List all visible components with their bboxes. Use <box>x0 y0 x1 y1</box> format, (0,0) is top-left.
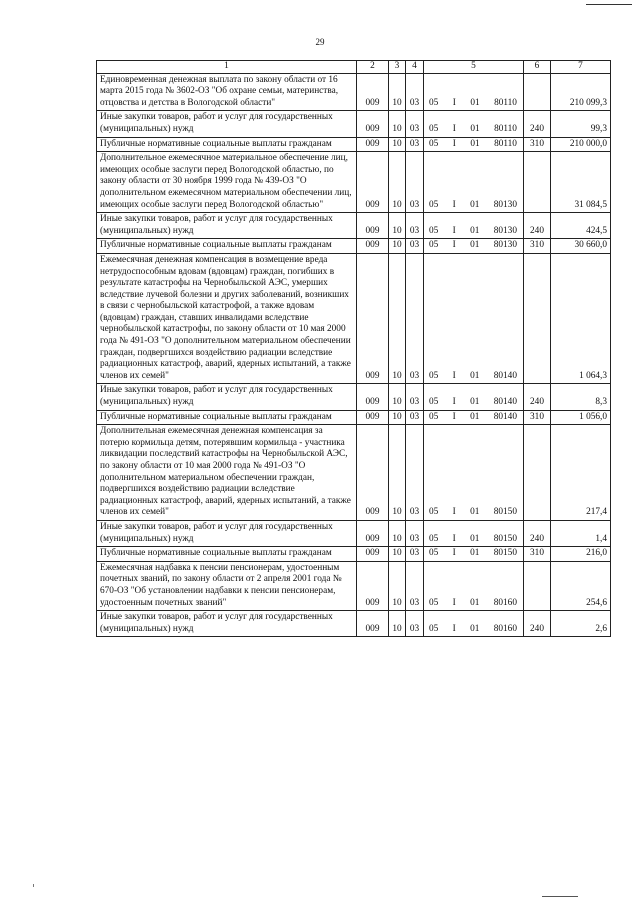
target-code-subprogram: I <box>452 370 456 381</box>
row-name: Иные закупки товаров, работ и услуг для государственных (муниципальных) нужд <box>97 384 357 410</box>
row-name: Ежемесячная денежная компенсация в возмещение вреда нетрудоспособным вдовам (вдовцам) граждан, погибших в результате катастрофы на Чернобыльской АЭС, умерших вследствие лучевой болезни и других заболеваний, возникших в связи с чернобыльской катастрофой, а также вдовам (вдовцам) граждан, ставших инвалидами вследствие чернобыльской катастрофы, по закону области от 10 мая 2000 года № 491-ОЗ "О дополнительном материальном обеспечении граждан, подвергшихся воздействию радиации вследствие радиационных катастроф, аварий, ядерных испытаний, а также членов их семей" <box>97 253 357 384</box>
row-section: 10 <box>389 239 406 254</box>
target-code-direction: 80110 <box>494 138 517 149</box>
target-code-event: 01 <box>470 623 480 634</box>
row-expense-type: 310 <box>524 410 551 425</box>
row-subsection: 03 <box>406 425 424 521</box>
row-grbs: 009 <box>357 410 389 425</box>
target-code-subprogram: I <box>452 507 456 518</box>
row-expense-type <box>524 425 551 521</box>
row-section: 10 <box>389 561 406 610</box>
table-row <box>97 611 611 637</box>
row-section: 10 <box>389 152 406 213</box>
target-code-subprogram: I <box>452 397 456 408</box>
row-subsection: 03 <box>406 520 424 546</box>
table-row <box>97 239 611 254</box>
row-section: 10 <box>389 384 406 410</box>
target-code-event: 01 <box>470 240 480 251</box>
target-code-event: 01 <box>470 370 480 381</box>
row-amount: 210 099,3 <box>551 73 611 111</box>
target-code-direction: 80130 <box>493 225 517 236</box>
row-target-code <box>424 152 524 213</box>
row-grbs: 009 <box>357 520 389 546</box>
target-code-event: 01 <box>470 138 480 149</box>
row-expense-type: 240 <box>524 520 551 546</box>
row-amount: 216,0 <box>551 547 611 562</box>
row-amount: 254,6 <box>551 561 611 610</box>
target-code-event: 01 <box>470 397 480 408</box>
target-code-program: 05 <box>429 533 439 544</box>
row-expense-type <box>524 561 551 610</box>
row-subsection: 03 <box>406 561 424 610</box>
row-grbs: 009 <box>357 73 389 111</box>
row-grbs: 009 <box>357 152 389 213</box>
row-target-code <box>424 425 524 521</box>
row-name: Публичные нормативные социальные выплаты гражданам <box>97 410 357 425</box>
row-subsection: 03 <box>406 253 424 384</box>
table-row <box>97 547 611 562</box>
row-subsection: 03 <box>406 384 424 410</box>
row-amount: 217,4 <box>551 425 611 521</box>
row-target-code <box>424 520 524 546</box>
target-code-program: 05 <box>429 623 439 634</box>
target-code-subprogram: I <box>452 597 456 608</box>
row-name: Публичные нормативные социальные выплаты гражданам <box>97 239 357 254</box>
row-target-code <box>424 253 524 384</box>
header-col-7: 7 <box>551 61 611 74</box>
table-body <box>97 73 611 637</box>
row-amount: 31 084,5 <box>551 152 611 213</box>
target-code-program: 05 <box>429 597 439 608</box>
row-target-code <box>424 111 524 137</box>
target-code-direction: 80110 <box>494 123 517 134</box>
row-amount: 210 000,0 <box>551 137 611 152</box>
row-expense-type <box>524 253 551 384</box>
row-expense-type: 240 <box>524 111 551 137</box>
row-name: Иные закупки товаров, работ и услуг для государственных (муниципальных) нужд <box>97 213 357 239</box>
row-target-code <box>424 611 524 637</box>
row-expense-type: 240 <box>524 611 551 637</box>
target-code-program: 05 <box>429 548 439 559</box>
target-code-program: 05 <box>429 240 439 251</box>
target-code-event: 01 <box>470 411 480 422</box>
target-code-direction: 80150 <box>493 533 517 544</box>
row-amount: 2,6 <box>551 611 611 637</box>
row-section: 10 <box>389 111 406 137</box>
row-target-code <box>424 73 524 111</box>
target-code-subprogram: I <box>452 123 456 134</box>
table-row <box>97 384 611 410</box>
table-row <box>97 520 611 546</box>
row-target-code <box>424 137 524 152</box>
header-col-1: 1 <box>97 61 357 74</box>
row-section: 10 <box>389 137 406 152</box>
row-subsection: 03 <box>406 213 424 239</box>
target-code-direction: 80160 <box>493 623 517 634</box>
table-row <box>97 213 611 239</box>
row-subsection: 03 <box>406 239 424 254</box>
row-section: 10 <box>389 213 406 239</box>
table-row <box>97 73 611 111</box>
header-col-5: 5 <box>424 61 524 74</box>
target-code-direction: 80140 <box>493 411 517 422</box>
header-row <box>97 61 611 74</box>
target-code-event: 01 <box>470 97 480 108</box>
row-name: Единовременная денежная выплата по закону области от 16 марта 2015 года № 3602-ОЗ "Об охране семьи, материнства, отцовства и детства в Вологодской области" <box>97 73 357 111</box>
row-grbs: 009 <box>357 384 389 410</box>
row-amount: 1 064,3 <box>551 253 611 384</box>
row-amount: 424,5 <box>551 213 611 239</box>
row-subsection: 03 <box>406 410 424 425</box>
header-col-2: 2 <box>357 61 389 74</box>
row-grbs: 009 <box>357 253 389 384</box>
row-subsection: 03 <box>406 152 424 213</box>
target-code-subprogram: I <box>452 199 456 210</box>
row-target-code <box>424 410 524 425</box>
target-code-direction: 80160 <box>493 597 517 608</box>
row-expense-type: 310 <box>524 137 551 152</box>
row-grbs: 009 <box>357 547 389 562</box>
target-code-event: 01 <box>470 597 480 608</box>
row-expense-type <box>524 152 551 213</box>
row-amount: 8,3 <box>551 384 611 410</box>
target-code-direction: 80130 <box>493 240 517 251</box>
row-section: 10 <box>389 410 406 425</box>
target-code-program: 05 <box>429 370 439 381</box>
row-grbs: 009 <box>357 611 389 637</box>
row-expense-type: 240 <box>524 213 551 239</box>
target-code-subprogram: I <box>452 225 456 236</box>
table-row <box>97 410 611 425</box>
row-amount: 99,3 <box>551 111 611 137</box>
target-code-subprogram: I <box>452 240 456 251</box>
target-code-subprogram: I <box>452 411 456 422</box>
table-row <box>97 253 611 384</box>
row-grbs: 009 <box>357 561 389 610</box>
table-row <box>97 111 611 137</box>
row-grbs: 009 <box>357 213 389 239</box>
table-row <box>97 561 611 610</box>
table-row <box>97 425 611 521</box>
row-target-code <box>424 213 524 239</box>
target-code-direction: 80150 <box>493 507 517 518</box>
row-grbs: 009 <box>357 239 389 254</box>
target-code-program: 05 <box>429 138 439 149</box>
target-code-program: 05 <box>429 123 439 134</box>
row-subsection: 03 <box>406 547 424 562</box>
target-code-direction: 80140 <box>493 370 517 381</box>
row-name: Публичные нормативные социальные выплаты гражданам <box>97 137 357 152</box>
row-section: 10 <box>389 73 406 111</box>
row-name: Иные закупки товаров, работ и услуг для государственных (муниципальных) нужд <box>97 611 357 637</box>
row-name: Иные закупки товаров, работ и услуг для государственных (муниципальных) нужд <box>97 111 357 137</box>
page-number: 29 <box>315 37 325 47</box>
target-code-program: 05 <box>429 199 439 210</box>
row-name: Иные закупки товаров, работ и услуг для государственных (муниципальных) нужд <box>97 520 357 546</box>
target-code-program: 05 <box>429 397 439 408</box>
target-code-event: 01 <box>470 507 480 518</box>
scan-mark-margin <box>33 884 34 887</box>
target-code-direction: 80140 <box>493 397 517 408</box>
target-code-event: 01 <box>470 533 480 544</box>
target-code-subprogram: I <box>452 623 456 634</box>
row-name: Публичные нормативные социальные выплаты гражданам <box>97 547 357 562</box>
target-code-direction: 80110 <box>494 97 517 108</box>
target-code-event: 01 <box>470 199 480 210</box>
header-col-4: 4 <box>406 61 424 74</box>
row-name: Дополнительное ежемесячное материальное обеспечение лиц, имеющих особые заслуги перед Вологодской областью, по закону области от 30 ноября 1999 года № 439-ОЗ "О дополнительном ежемесячном материальном обеспечении лиц, имеющих особые заслуги перед Вологодской областью" <box>97 152 357 213</box>
row-section: 10 <box>389 520 406 546</box>
row-amount: 1 056,0 <box>551 410 611 425</box>
row-subsection: 03 <box>406 111 424 137</box>
row-subsection: 03 <box>406 611 424 637</box>
scan-mark-bottom <box>542 896 578 897</box>
row-grbs: 009 <box>357 111 389 137</box>
target-code-subprogram: I <box>452 138 456 149</box>
target-code-subprogram: I <box>452 548 456 559</box>
table-row <box>97 137 611 152</box>
row-expense-type: 240 <box>524 384 551 410</box>
target-code-subprogram: I <box>452 97 456 108</box>
row-expense-type <box>524 73 551 111</box>
row-name: Ежемесячная надбавка к пенсии пенсионерам, удостоенным почетных званий, по закону области от 2 апреля 2001 года № 670-ОЗ "Об установлении надбавки к пенсии пенсионерам, удостоенным почетных званий" <box>97 561 357 610</box>
target-code-direction: 80130 <box>493 199 517 210</box>
row-section: 10 <box>389 611 406 637</box>
target-code-subprogram: I <box>452 533 456 544</box>
target-code-event: 01 <box>470 548 480 559</box>
target-code-event: 01 <box>470 225 480 236</box>
row-subsection: 03 <box>406 137 424 152</box>
row-section: 10 <box>389 547 406 562</box>
target-code-direction: 80150 <box>493 548 517 559</box>
row-subsection: 03 <box>406 73 424 111</box>
row-section: 10 <box>389 253 406 384</box>
row-amount: 1,4 <box>551 520 611 546</box>
row-target-code <box>424 239 524 254</box>
target-code-program: 05 <box>429 97 439 108</box>
row-grbs: 009 <box>357 137 389 152</box>
row-name: Дополнительная ежемесячная денежная компенсация за потерю кормильца детям, потерявшим кормильца - участника ликвидации последствий катастрофы на Чернобыльской АЭС, по закону области от 10 мая 2000 года № 491-ОЗ "О дополнительном материальном обеспечении граждан, подвергшихся воздействию радиации вследствие радиационных катастроф, аварий, ядерных испытаний, а также членов их семей" <box>97 425 357 521</box>
row-expense-type: 310 <box>524 239 551 254</box>
row-expense-type: 310 <box>524 547 551 562</box>
table-row <box>97 152 611 213</box>
target-code-program: 05 <box>429 225 439 236</box>
row-amount: 30 660,0 <box>551 239 611 254</box>
budget-table <box>96 60 611 637</box>
target-code-event: 01 <box>470 123 480 134</box>
header-col-6: 6 <box>524 61 551 74</box>
row-target-code <box>424 384 524 410</box>
target-code-program: 05 <box>429 411 439 422</box>
scan-mark-top <box>586 4 632 5</box>
row-target-code <box>424 547 524 562</box>
target-code-program: 05 <box>429 507 439 518</box>
row-section: 10 <box>389 425 406 521</box>
row-grbs: 009 <box>357 425 389 521</box>
header-col-3: 3 <box>389 61 406 74</box>
row-target-code <box>424 561 524 610</box>
